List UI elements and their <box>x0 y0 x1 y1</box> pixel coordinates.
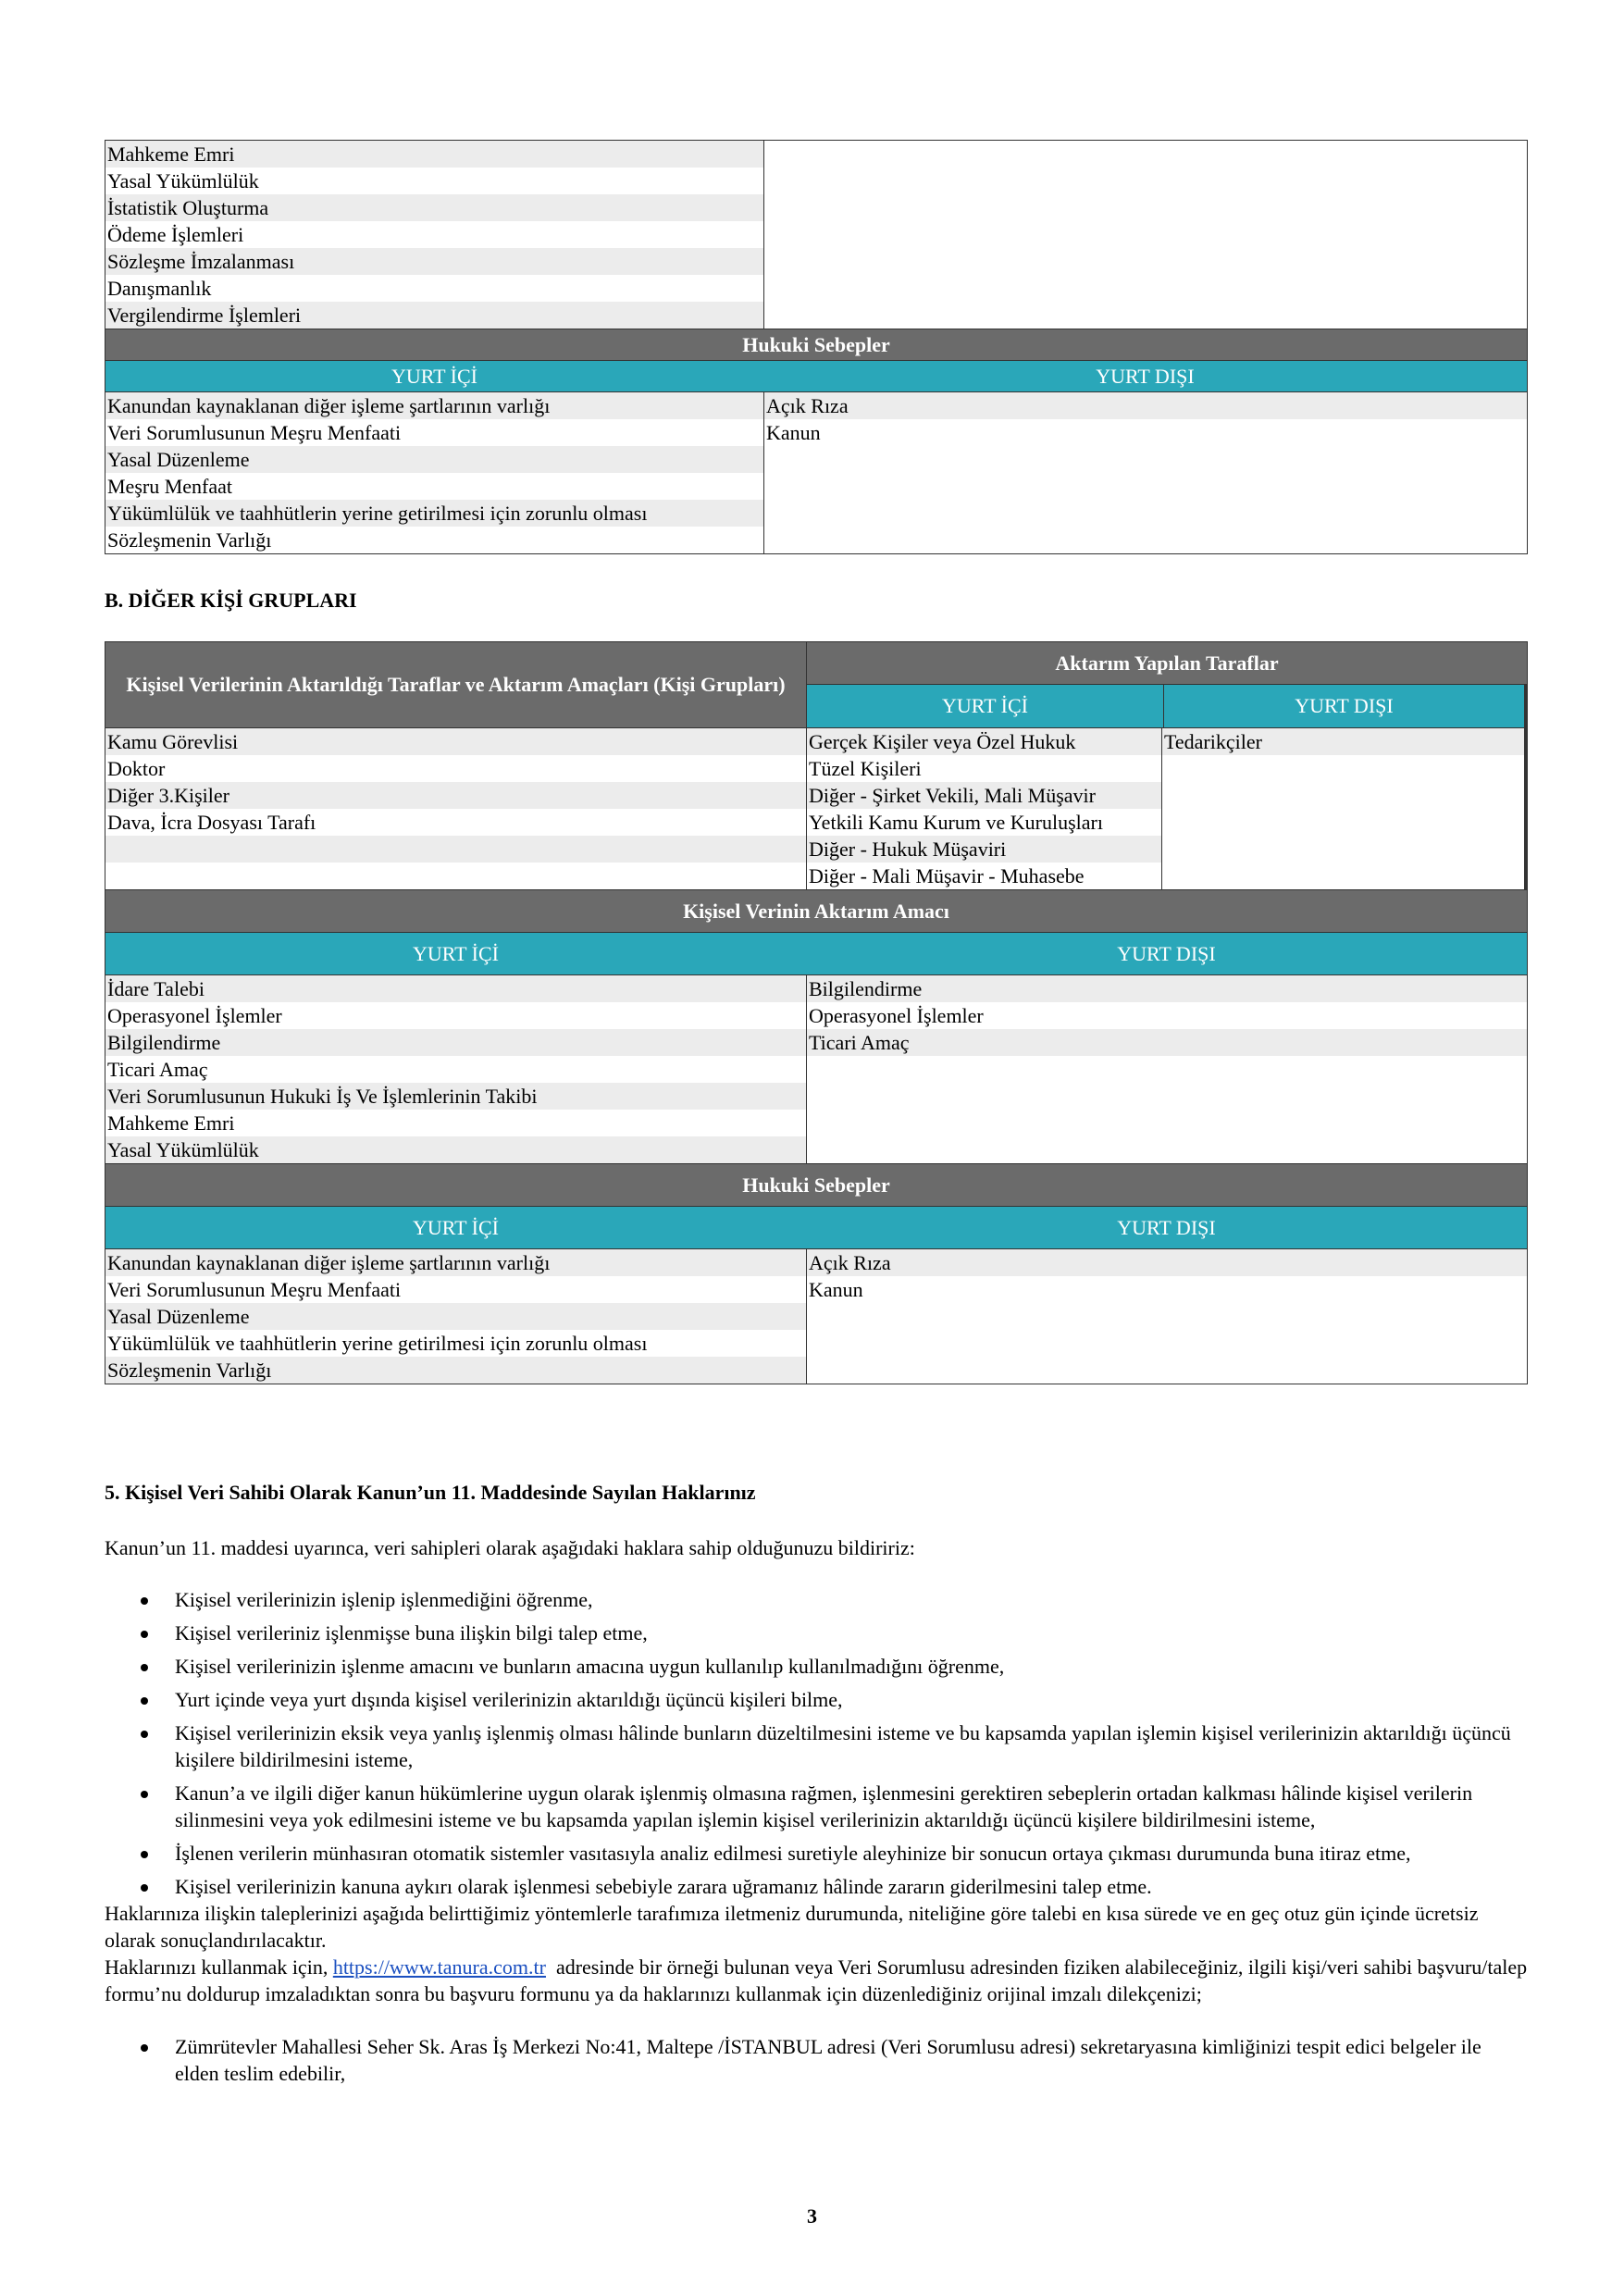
legal-item: Sözleşmenin Varlığı <box>105 1357 806 1384</box>
top-legal-abroad-label: YURT DIŞI <box>763 361 1527 392</box>
purpose-item: Bilgilendirme <box>105 1029 806 1056</box>
bullet-icon <box>141 2044 148 2052</box>
list-item <box>105 1873 1530 1900</box>
right-text: Kişisel verilerinizin kanuna aykırı olarak işlenmesi sebebiyle zarara uğramanız hâlinde zararın giderilmesini talep etme. <box>175 1875 1152 1898</box>
website-link[interactable]: https://www.tanura.com.tr <box>332 1955 546 1979</box>
b-purpose-domestic-label: YURT İÇİ <box>105 933 806 975</box>
legal-item: Sözleşmenin Varlığı <box>107 528 272 552</box>
right-text: İşlenen verilerin münhasıran otomatik sistemler vasıtasıyla analiz edilmesi suretiyle aleyhinize bir sonucun ortaya çıkması durumunda buna itiraz etme, <box>175 1842 1411 1865</box>
legal-item: Veri Sorumlusunun Meşru Menfaati <box>107 1278 402 1301</box>
b-parties-subheader <box>807 685 1527 727</box>
b-legal-header: Hukuki Sebepler <box>105 1163 1527 1207</box>
b-legal-subheader <box>105 1207 1527 1249</box>
b-purpose-domestic <box>105 975 806 1163</box>
top-legal-domestic <box>105 392 763 553</box>
bullet-icon <box>141 1697 148 1705</box>
top-item: Danışmanlık <box>107 277 212 300</box>
party-item: Tedarikçiler <box>1162 728 1524 755</box>
b-parties-domestic-label: YURT İÇİ <box>807 685 1164 727</box>
party-item: Yetkili Kamu Kurum ve Kuruluşları <box>809 811 1103 834</box>
b-purpose-header: Kişisel Verinin Aktarım Amacı <box>105 889 1527 933</box>
legal-item: Açık Rıza <box>807 1249 1527 1276</box>
legal-item: Veri Sorumlusunun Meşru Menfaati <box>107 421 402 444</box>
group-item: Dava, İcra Dosyası Tarafı <box>107 811 316 834</box>
legal-item: Kanundan kaynaklanan diğer işleme şartlarının varlığı <box>105 392 763 419</box>
group-item: Doktor <box>107 757 166 780</box>
b-legal-domestic <box>105 1249 806 1384</box>
legal-item: Yasal Düzenleme <box>105 446 763 473</box>
group-item: Diğer 3.Kişiler <box>105 782 806 809</box>
list-item <box>105 1653 1530 1680</box>
party-item: Diğer - Hukuk Müşaviri <box>807 836 1161 863</box>
purpose-item: Operasyonel İşlemler <box>809 1004 984 1027</box>
legal-item: Kanun <box>766 421 821 444</box>
purpose-item: Mahkeme Emri <box>107 1111 235 1135</box>
top-items-right-empty <box>763 141 1527 329</box>
top-items-row <box>105 141 1527 329</box>
top-legal-domestic-label: YURT İÇİ <box>105 361 763 392</box>
legal-item: Kanun <box>809 1278 863 1301</box>
list-item <box>105 1780 1530 1833</box>
purpose-item: Bilgilendirme <box>807 975 1527 1002</box>
right-text: Kanun’a ve ilgili diğer kanun hükümlerine uygun olarak işlenmiş olmasına rağmen, işlenmesini gerektiren sebeplerin ortadan kalkması hâlinde kişisel verilerin silinmesini veya yok edilmesini isteme ve bu kapsamda yapılan işlemin kişisel verilerinizin aktarıldığı üçüncü kişilere bildirilmesini isteme, <box>175 1781 1473 1831</box>
b-parties-abroad <box>1162 728 1527 889</box>
purpose-item: Ticari Amaç <box>107 1058 208 1081</box>
b-purpose-abroad-label: YURT DIŞI <box>806 933 1527 975</box>
top-item: İstatistik Oluşturma <box>105 194 763 221</box>
bullet-icon <box>141 1851 148 1858</box>
top-item: Vergilendirme İşlemleri <box>105 302 763 329</box>
b-purpose-abroad <box>806 975 1527 1163</box>
legal-item: Yükümlülük ve taahhütlerin yerine getirilmesi için zorunlu olması <box>107 1332 648 1355</box>
rights-list <box>105 1586 1530 1900</box>
b-purpose-row <box>105 975 1527 1163</box>
b-parties-domestic <box>806 728 1162 889</box>
b-header-left: Kişisel Verilerinin Aktarıldığı Taraflar ve Aktarım Amaçları (Kişi Grupları) <box>105 642 806 727</box>
rights-paragraph-2 <box>105 1954 1530 2007</box>
purpose-item: İdare Talebi <box>105 975 806 1002</box>
top-table <box>105 140 1528 554</box>
top-legal-row <box>105 392 1527 553</box>
party-item: Gerçek Kişiler veya Özel Hukuk <box>807 728 1161 755</box>
rights-list-container <box>105 1586 1530 2093</box>
group-item-empty <box>105 836 806 863</box>
legal-item: Meşru Menfaat <box>107 475 233 498</box>
top-item: Mahkeme Emri <box>105 141 763 168</box>
right-text: Kişisel verilerinizin işlenme amacını ve bunların amacına uygun kullanılıp kullanılmadığını öğrenme, <box>175 1655 1005 1678</box>
group-item: Kamu Görevlisi <box>105 728 806 755</box>
right-text: Kişisel verilerinizin işlenip işlenmediğini öğrenme, <box>175 1588 593 1611</box>
top-items-left <box>105 141 763 329</box>
list-item <box>105 2033 1530 2087</box>
b-legal-row <box>105 1249 1527 1384</box>
top-legal-subheader <box>105 361 1527 392</box>
purpose-item: Yasal Yükümlülük <box>105 1136 806 1163</box>
list-item <box>105 1586 1530 1613</box>
bullet-icon <box>141 1631 148 1638</box>
party-item: Tüzel Kişileri <box>809 757 922 780</box>
right-text: Yurt içinde veya yurt dışında kişisel verilerinizin aktarıldığı üçüncü kişileri bilme, <box>175 1688 843 1711</box>
legal-item: Kanundan kaynaklanan diğer işleme şartlarının varlığı <box>105 1249 806 1276</box>
list-item <box>105 1719 1530 1773</box>
top-item: Yasal Yükümlülük <box>107 169 259 192</box>
bullet-icon <box>141 1884 148 1892</box>
right-text: Kişisel verilerinizin eksik veya yanlış işlenmiş olması hâlinde bunların düzeltilmesini isteme ve bu kapsamda yapılan işlemin kişisel verilerinizin aktarıldığı üçüncü kişilere bildirilmesini isteme, <box>175 1721 1511 1771</box>
paragraph-2-end: adresinde bir örneği bulunan veya Veri Sorumlusu adresinden fiziken alabileceğiniz, ilgili kişi/veri sahibi başvuru/talep formu’nu doldurup imzaladıktan sonra bu başvuru formunu ya da haklarınızı kullanmak için düzenlediğiniz orijinal imzalı dilekçenizi; <box>105 1955 1532 2005</box>
bullet-icon <box>141 1664 148 1671</box>
section-5-title: 5. Kişisel Veri Sahibi Olarak Kanun’un 11. Maddesinde Sayılan Haklarınız <box>105 1481 756 1504</box>
top-item: Sözleşme İmzalanması <box>105 248 763 275</box>
b-header-row <box>105 642 1527 727</box>
b-parties-abroad-label: YURT DIŞI <box>1164 685 1527 727</box>
purpose-item: Ticari Amaç <box>807 1029 1527 1056</box>
list-item <box>105 1686 1530 1713</box>
party-item: Diğer - Mali Müşavir - Muhasebe <box>809 864 1085 887</box>
b-header-right <box>806 642 1527 727</box>
section-b-title: B. DİĞER KİŞİ GRUPLARI <box>105 589 357 612</box>
paragraph-2-start: Haklarınızı kullanmak için, <box>105 1955 333 1979</box>
b-legal-abroad <box>806 1249 1527 1384</box>
b-purpose-subheader <box>105 933 1527 975</box>
b-parties-header: Aktarım Yapılan Taraflar <box>807 642 1527 685</box>
group-item-empty <box>105 863 806 889</box>
legal-item: Yükümlülük ve taahhütlerin yerine getirilmesi için zorunlu olması <box>105 500 763 527</box>
purpose-item: Veri Sorumlusunun Hukuki İş Ve İşlemlerinin Takibi <box>105 1083 806 1110</box>
purpose-item: Operasyonel İşlemler <box>107 1004 282 1027</box>
section-5-intro: Kanun’un 11. maddesi uyarınca, veri sahipleri olarak aşağıdaki haklara sahip olduğunuzu bildiririz: <box>105 1536 915 1559</box>
top-item: Ödeme İşlemleri <box>107 223 244 246</box>
rights-paragraph-1: Haklarınıza ilişkin taleplerinizi aşağıda belirttiğimiz yöntemlerle tarafımıza iletmeniz durumunda, niteliğine göre talebi en kısa sürede ve en geç otuz gün içinde ücretsiz olarak sonuçlandırılacaktır. <box>105 1902 1479 1952</box>
method-text: Zümrütevler Mahallesi Seher Sk. Aras İş Merkezi No:41, Maltepe /İSTANBUL adresi (Veri Sorumlusu adresi) sekretaryasına kimliğinizi tespit edici belgeler ile elden teslim edebilir, <box>175 2035 1481 2085</box>
b-groups <box>105 728 806 889</box>
bullet-icon <box>141 1597 148 1605</box>
b-legal-domestic-label: YURT İÇİ <box>105 1207 806 1249</box>
b-groups-row <box>105 727 1527 889</box>
b-legal-abroad-label: YURT DIŞI <box>806 1207 1527 1249</box>
top-legal-header: Hukuki Sebepler <box>105 329 1527 361</box>
top-legal-abroad <box>763 392 1527 553</box>
legal-item: Açık Rıza <box>764 392 1527 419</box>
party-item: Diğer - Şirket Vekili, Mali Müşavir <box>807 782 1161 809</box>
methods-list <box>105 2033 1530 2087</box>
bullet-icon <box>141 1731 148 1738</box>
legal-item: Yasal Düzenleme <box>105 1303 806 1330</box>
section-b-table <box>105 641 1528 1384</box>
right-text: Kişisel verileriniz işlenmişse buna ilişkin bilgi talep etme, <box>175 1621 648 1644</box>
bullet-icon <box>141 1791 148 1798</box>
page-number: 3 <box>807 2204 817 2228</box>
list-item <box>105 1840 1530 1867</box>
list-item <box>105 1620 1530 1646</box>
